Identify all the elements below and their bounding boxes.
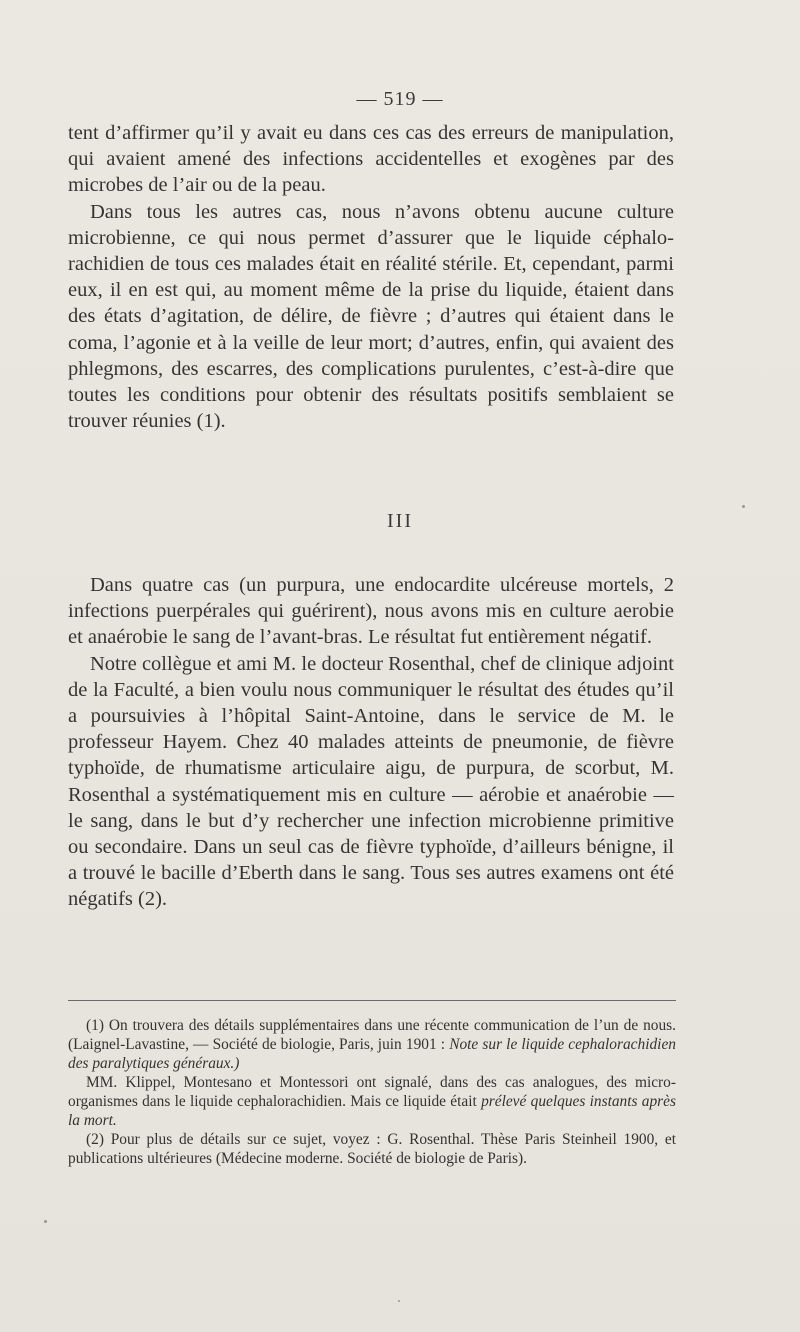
section-heading: III <box>387 510 413 532</box>
paragraph: Dans tous les autres cas, nous n’avons obtenu aucune culture microbienne, ce qui nous permet d’assurer que le liquide céphalo-rachidien de tous ces malades était en réalité stérile. Et, cependant, parmi eux, il en est qui, au moment même de la prise du liquide, étaient dans des états d’agitation, de délire, de fièvre ; d’autres qui étaient dans le coma, l’agonie et à la veille de leur mort; d’autres, enfin, qui avaient des phlegmons, des escarres, des complications purulentes, c’est-à-dire que toutes les conditions pour obtenir des résultats positifs semblaient se trouver réunies (1). <box>68 200 674 433</box>
footnote-1-text: (1) On trouvera des détails supplémentaires dans une récente communication de l’un de nous. (Laignel-Lavastine, — Société de biologie, Paris, juin 1901 : <box>68 1017 676 1053</box>
paragraph: tent d’affirmer qu’il y avait eu dans ces cas des erreurs de manipulation, qui avaient amené des infections accidentelles et exogènes par des microbes de l’air ou de la peau. <box>68 122 674 197</box>
footnote-1b-italic: prélevé quelques instants après la mort. <box>68 1093 676 1129</box>
paragraph: Dans quatre cas (un purpura, une endocardite ulcéreuse mortels, 2 infections puerpérales qui guérirent), nous avons mis en culture aerobie et anaérobie le sang de l’avant-bras. Le résultat fut entièrement négatif. <box>68 574 674 649</box>
footnote-2: (2) Pour plus de détails sur ce sujet, voyez : G. Rosenthal. Thèse Paris Steinheil 1900, et publications ultérieures (Médecine moderne. Société de biologie de Paris). <box>68 1131 676 1167</box>
footnotes <box>68 1016 676 1168</box>
footnote-1-continued <box>68 1073 676 1130</box>
footnote-1b-text: MM. Klippel, Montesano et Montessori ont signalé, dans des cas analogues, des micro-organismes dans le liquide cephalorachidien. Mais ce liquide était <box>68 1074 676 1110</box>
body-text-bottom <box>68 572 674 913</box>
paper-speck <box>44 1220 47 1223</box>
page-number: — 519 — <box>356 88 444 110</box>
footnote-1 <box>68 1016 676 1073</box>
paragraph: Notre collègue et ami M. le docteur Rosenthal, chef de clinique adjoint de la Faculté, a bien voulu nous communiquer le résultat des études qu’il a poursuivies à l’hôpital Saint-Antoine, dans le service de M. le professeur Hayem. Chez 40 malades atteints de pneumonie, de fièvre typhoïde, de rhumatisme articulaire aigu, de purpura, de scorbut, M. Rosenthal a systématiquement mis en culture — aérobie et anaérobie — le sang, dans le but d’y rechercher une infection microbienne primitive ou secondaire. Dans un seul cas de fièvre typhoïde, d’ailleurs bénigne, il a trouvé le bacille d’Eberth dans le sang. Tous ses autres examens ont été négatifs (2). <box>68 652 674 911</box>
footnote-1-title: Note sur le liquide cephalorachidien des paralytiques généraux.) <box>68 1036 676 1072</box>
footnote-divider <box>68 1000 676 1001</box>
paper-speck <box>742 505 745 508</box>
paper-speck <box>398 1300 400 1302</box>
body-text-top <box>68 120 674 434</box>
